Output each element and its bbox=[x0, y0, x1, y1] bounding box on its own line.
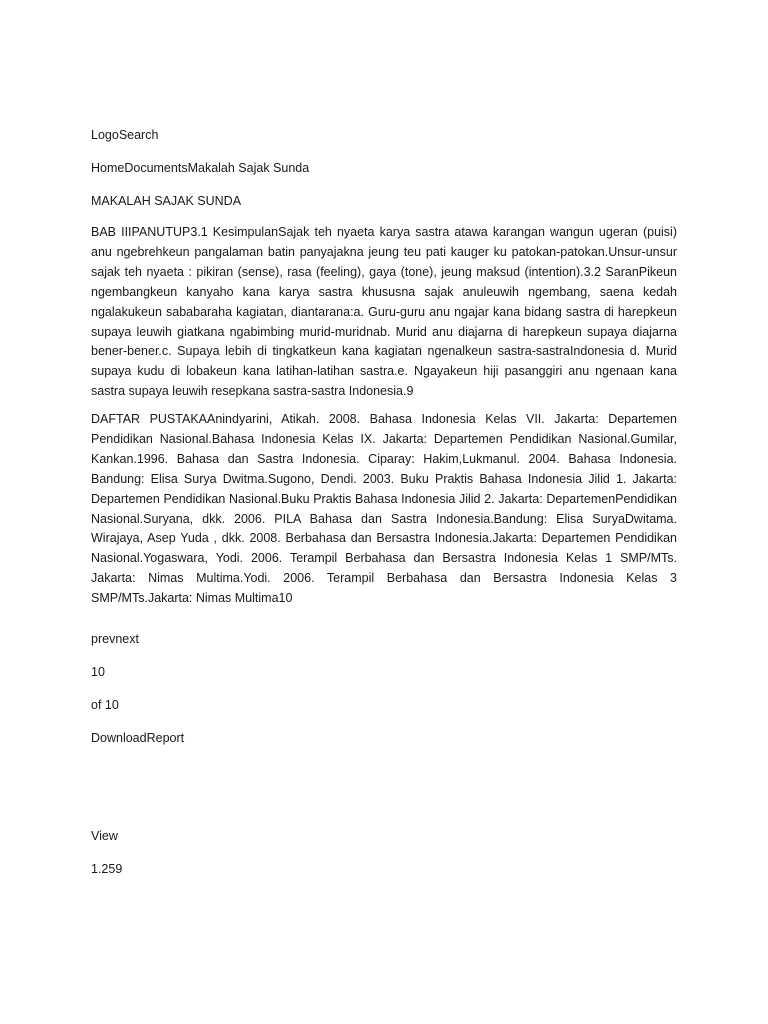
document-actions bbox=[91, 730, 184, 746]
view-label: View bbox=[91, 829, 118, 843]
document-title: MAKALAH SAJAK SUNDA bbox=[91, 194, 242, 208]
search-link[interactable]: Search bbox=[118, 128, 159, 142]
logo[interactable]: Logo bbox=[91, 128, 119, 142]
document-paragraph: BAB IIIPANUTUP3.1 KesimpulanSajak teh nyaeta karya sastra atawa karangan wangun ugeran (puisi) anu ngebrehkeun pangalaman batin panyajakna jeung teu pati kauger ku patokan-patokan.Unsur-unsur sajak teh nyaeta : pikiran (sense), rasa (feeling), gaya (tone), jeung maksud (intention).3.2 SaranPikeun ngembangkeun kanyaho kana karya sastra khususna sajak anuleuwih ngembang, saena kedah ngalakukeun sababaraha kagiatan, diantarana:a. Guru-guru anu ngajar kana bidang sastra di harepkeun supaya leuwih giatkana ngabimbing murid-muridnab. Murid anu diajarna di harepkeun supaya diajarna bener-bener.c. Supaya lebih di tingkatkeun kana kagiatan ngenalkeun sastra-sastraIndonesia d. Murid supaya kudu di lobakeun kana latihan-latihan sastra.e. Ngayakeun hiji pasanggiri anu ngenaan kana sastra supaya leuwih resepkana sastra-sastra Indonesia.9 bbox=[91, 225, 677, 399]
header bbox=[91, 127, 158, 143]
breadcrumb bbox=[91, 160, 309, 176]
breadcrumb-documents[interactable]: Documents bbox=[124, 161, 188, 175]
next-button[interactable]: next bbox=[115, 632, 139, 646]
view-count: 1.259 bbox=[91, 862, 123, 876]
page-total: of 10 bbox=[91, 698, 119, 712]
prev-button[interactable]: prev bbox=[91, 632, 116, 646]
download-button[interactable]: Download bbox=[91, 731, 147, 745]
breadcrumb-home[interactable]: Home bbox=[91, 161, 125, 175]
pager-nav bbox=[91, 631, 139, 647]
breadcrumb-current: Makalah Sajak Sunda bbox=[187, 161, 310, 175]
page-number: 10 bbox=[91, 665, 105, 679]
document-paragraph: DAFTAR PUSTAKAAnindyarini, Atikah. 2008. Bahasa Indonesia Kelas VII. Jakarta: Departemen Pendidikan Nasional.Bahasa Indonesia Kelas IX. Jakarta: Departemen Pendidikan Nasional.Gumilar, Kankan.1996. Bahasa dan Sastra Indonesia. Ciparay: Hakim,Lukmanul. 2004. Bahasa Indonesia. Bandung: Elisa Surya Dwitma.Sugono, Dendi. 2003. Buku Praktis Bahasa Indonesia Jilid 1. Jakarta: Departemen Pendidikan Nasional.Buku Praktis Bahasa Indonesia Jilid 2. Jakarta: DepartemenPendidikan Nasional.Suryana, dkk. 2006. PILA Bahasa dan Sastra Indonesia.Bandung: Elisa SuryaDwitama. Wirajaya, Asep Yuda , dkk. 2008. Berbahasa dan Bersastra Indonesia.Jakarta: Departemen Pendidikan Nasional.Yogaswara, Yodi. 2006. Terampil Berbahasa dan Bersastra Indonesia Kelas 1 SMP/MTs. Jakarta: Nimas Multima.Yodi. 2006. Terampil Berbahasa dan Bersastra Indonesia Kelas 3 SMP/MTs.Jakarta: Nimas Multima10 bbox=[91, 412, 677, 606]
report-button[interactable]: Report bbox=[146, 731, 185, 745]
